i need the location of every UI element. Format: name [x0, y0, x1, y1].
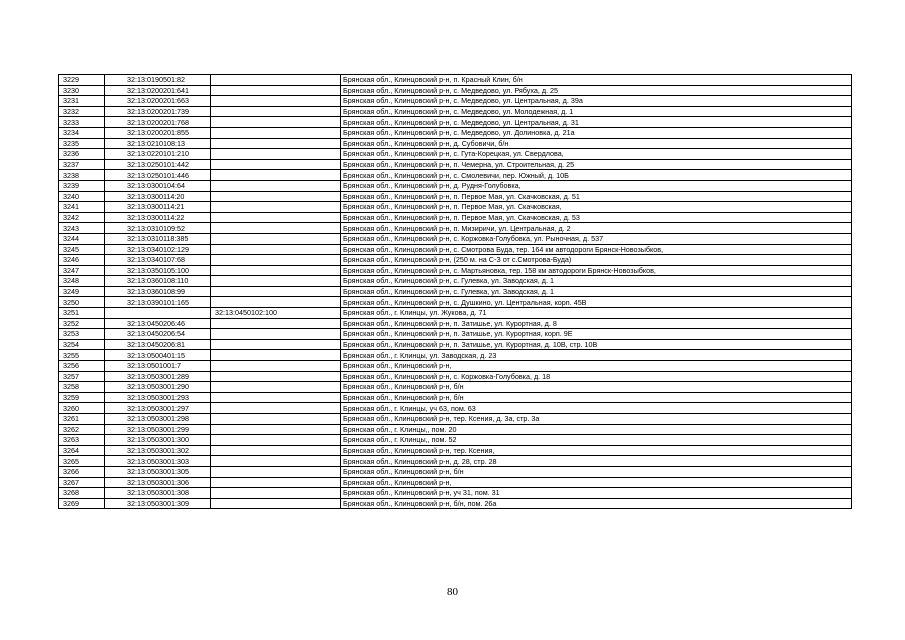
row-number: 3258	[59, 382, 105, 393]
cadastral-number: 32:13:0503001:302	[105, 445, 211, 456]
table-row	[59, 149, 852, 160]
row-number: 3267	[59, 477, 105, 488]
row-number: 3269	[59, 498, 105, 509]
row-number: 3240	[59, 191, 105, 202]
table-row	[59, 435, 852, 446]
address-cell: Брянская обл., Клинцовский р-н, д. Рудня-Голубовка,	[341, 180, 852, 191]
cadastral-number-secondary	[211, 149, 341, 160]
table-row	[59, 350, 852, 361]
cadastral-number: 32:13:0310109:52	[105, 223, 211, 234]
cadastral-number: 32:13:0250101:446	[105, 170, 211, 181]
row-number: 3268	[59, 488, 105, 499]
cadastral-number-secondary	[211, 223, 341, 234]
table-row	[59, 75, 852, 86]
cadastral-number: 32:13:0300114:21	[105, 202, 211, 213]
address-cell: Брянская обл., Клинцовский р-н, п. Первое Мая, ул. Скачковская,	[341, 202, 852, 213]
address-cell: Брянская обл., Клинцовский р-н, б/н, пом. 26а	[341, 498, 852, 509]
table-row	[59, 233, 852, 244]
address-cell: Брянская обл., Клинцовский р-н, п. Красный Клин, б/н	[341, 75, 852, 86]
address-cell: Брянская обл., Клинцовский р-н, д. 28, стр. 28	[341, 456, 852, 467]
table-row	[59, 308, 852, 319]
row-number: 3244	[59, 233, 105, 244]
cadastral-number: 32:13:0503001:300	[105, 435, 211, 446]
row-number: 3255	[59, 350, 105, 361]
document-page	[58, 74, 851, 509]
table-row	[59, 498, 852, 509]
cadastral-number: 32:13:0503001:305	[105, 466, 211, 477]
cadastral-number-secondary	[211, 96, 341, 107]
cadastral-number-secondary	[211, 498, 341, 509]
cadastral-number-secondary	[211, 265, 341, 276]
cadastral-number-secondary	[211, 488, 341, 499]
address-cell: Брянская обл., Клинцовский р-н, с. Медведово, ул. Долиновка, д. 21а	[341, 127, 852, 138]
address-cell: Брянская обл., Клинцовский р-н, б/н	[341, 466, 852, 477]
cadastral-number: 32:13:0500401:15	[105, 350, 211, 361]
address-cell: Брянская обл., Клинцовский р-н, с. Гулевка, ул. Заводская, д. 1	[341, 276, 852, 287]
address-cell: Брянская обл., Клинцовский р-н, с. Гулевка, ул. Заводская, д. 1	[341, 286, 852, 297]
row-number: 3251	[59, 308, 105, 319]
cadastral-number: 32:13:0220101:210	[105, 149, 211, 160]
row-number: 3242	[59, 212, 105, 223]
address-cell: Брянская обл., Клинцовский р-н, с. Смолевичи, пер. Южный, д. 10Б	[341, 170, 852, 181]
registry-table	[58, 74, 852, 509]
row-number: 3243	[59, 223, 105, 234]
cadastral-number: 32:13:0200201:768	[105, 117, 211, 128]
address-cell: Брянская обл., Клинцовский р-н,	[341, 477, 852, 488]
registry-table-body	[59, 75, 852, 509]
cadastral-number-secondary	[211, 435, 341, 446]
row-number: 3264	[59, 445, 105, 456]
cadastral-number-secondary	[211, 159, 341, 170]
address-cell: Брянская обл., Клинцовский р-н, п. Затишье, ул. Курортная, д. 8	[341, 318, 852, 329]
address-cell: Брянская обл., Клинцовский р-н, с. Коржовка-Голубовка, д. 18	[341, 371, 852, 382]
address-cell: Брянская обл., г. Клинцы,, пом. 20	[341, 424, 852, 435]
row-number: 3234	[59, 127, 105, 138]
cadastral-number-secondary	[211, 392, 341, 403]
cadastral-number-secondary: 32:13:0450102:100	[211, 308, 341, 319]
cadastral-number-secondary	[211, 361, 341, 372]
row-number: 3236	[59, 149, 105, 160]
table-row	[59, 85, 852, 96]
cadastral-number: 32:13:0503001:308	[105, 488, 211, 499]
row-number: 3238	[59, 170, 105, 181]
table-row	[59, 202, 852, 213]
table-row	[59, 339, 852, 350]
table-row	[59, 117, 852, 128]
table-row	[59, 445, 852, 456]
address-cell: Брянская обл., г. Клинцы, уч 63, пом. 63	[341, 403, 852, 414]
cadastral-number-secondary	[211, 85, 341, 96]
row-number: 3265	[59, 456, 105, 467]
address-cell: Брянская обл., Клинцовский р-н, с. Душкино, ул. Центральная, корп. 45В	[341, 297, 852, 308]
cadastral-number: 32:13:0503001:290	[105, 382, 211, 393]
row-number: 3249	[59, 286, 105, 297]
cadastral-number-secondary	[211, 350, 341, 361]
table-row	[59, 424, 852, 435]
cadastral-number-secondary	[211, 106, 341, 117]
table-row	[59, 382, 852, 393]
address-cell: Брянская обл., Клинцовский р-н, с. Коржовка-Голубовка, ул. Рыночная, д. 537	[341, 233, 852, 244]
cadastral-number-secondary	[211, 127, 341, 138]
table-row	[59, 286, 852, 297]
row-number: 3231	[59, 96, 105, 107]
cadastral-number: 32:13:0310118:385	[105, 233, 211, 244]
cadastral-number-secondary	[211, 445, 341, 456]
cadastral-number-secondary	[211, 191, 341, 202]
cadastral-number-secondary	[211, 276, 341, 287]
cadastral-number-secondary	[211, 403, 341, 414]
cadastral-number-secondary	[211, 75, 341, 86]
table-row	[59, 318, 852, 329]
row-number: 3256	[59, 361, 105, 372]
row-number: 3232	[59, 106, 105, 117]
table-row	[59, 414, 852, 425]
cadastral-number: 32:13:0450206:54	[105, 329, 211, 340]
row-number: 3254	[59, 339, 105, 350]
table-row	[59, 466, 852, 477]
row-number: 3241	[59, 202, 105, 213]
address-cell: Брянская обл., Клинцовский р-н, п. Затишье, ул. Курортная, корп. 9Е	[341, 329, 852, 340]
cadastral-number-secondary	[211, 456, 341, 467]
table-row	[59, 244, 852, 255]
cadastral-number: 32:13:0200201:641	[105, 85, 211, 96]
cadastral-number: 32:13:0503001:303	[105, 456, 211, 467]
cadastral-number: 32:13:0503001:293	[105, 392, 211, 403]
table-row	[59, 456, 852, 467]
row-number: 3235	[59, 138, 105, 149]
row-number: 3263	[59, 435, 105, 446]
address-cell: Брянская обл., Клинцовский р-н, п. Мизиричи, ул. Центральная, д. 2	[341, 223, 852, 234]
table-row	[59, 191, 852, 202]
table-row	[59, 297, 852, 308]
row-number: 3245	[59, 244, 105, 255]
cadastral-number-secondary	[211, 297, 341, 308]
cadastral-number-secondary	[211, 424, 341, 435]
address-cell: Брянская обл., Клинцовский р-н, с. Смотрова Буда, тер. 164 км автодороги Брянск-Новозыбков,	[341, 244, 852, 255]
table-row	[59, 180, 852, 191]
cadastral-number-secondary	[211, 233, 341, 244]
cadastral-number-secondary	[211, 180, 341, 191]
cadastral-number: 32:13:0390101:165	[105, 297, 211, 308]
table-row	[59, 329, 852, 340]
row-number: 3257	[59, 371, 105, 382]
row-number: 3253	[59, 329, 105, 340]
row-number: 3252	[59, 318, 105, 329]
table-row	[59, 265, 852, 276]
cadastral-number-secondary	[211, 286, 341, 297]
cadastral-number: 32:13:0503001:289	[105, 371, 211, 382]
address-cell: Брянская обл., Клинцовский р-н,	[341, 361, 852, 372]
row-number: 3229	[59, 75, 105, 86]
cadastral-number-secondary	[211, 414, 341, 425]
table-row	[59, 488, 852, 499]
address-cell: Брянская обл., Клинцовский р-н, д. Субовичи, б/н	[341, 138, 852, 149]
cadastral-number: 32:13:0450206:46	[105, 318, 211, 329]
cadastral-number-secondary	[211, 318, 341, 329]
address-cell: Брянская обл., Клинцовский р-н, с. Медведово, ул. Центральная, д. 31	[341, 117, 852, 128]
cadastral-number	[105, 308, 211, 319]
cadastral-number: 32:13:0360108:99	[105, 286, 211, 297]
cadastral-number: 32:13:0300104:64	[105, 180, 211, 191]
cadastral-number-secondary	[211, 382, 341, 393]
table-row	[59, 159, 852, 170]
row-number: 3248	[59, 276, 105, 287]
address-cell: Брянская обл., Клинцовский р-н, с. Медведово, ул. Рябуха, д. 25	[341, 85, 852, 96]
cadastral-number: 32:13:0250101:442	[105, 159, 211, 170]
cadastral-number: 32:13:0340102:129	[105, 244, 211, 255]
row-number: 3259	[59, 392, 105, 403]
cadastral-number: 32:13:0360108:110	[105, 276, 211, 287]
row-number: 3261	[59, 414, 105, 425]
address-cell: Брянская обл., Клинцовский р-н, тер. Ксения,	[341, 445, 852, 456]
row-number: 3233	[59, 117, 105, 128]
address-cell: Брянская обл., г. Клинцы, ул. Жукова, д. 71	[341, 308, 852, 319]
cadastral-number: 32:13:0340107:68	[105, 255, 211, 266]
table-row	[59, 392, 852, 403]
cadastral-number: 32:13:0450206:81	[105, 339, 211, 350]
cadastral-number: 32:13:0350105:100	[105, 265, 211, 276]
table-row	[59, 371, 852, 382]
cadastral-number-secondary	[211, 371, 341, 382]
table-row	[59, 223, 852, 234]
cadastral-number-secondary	[211, 329, 341, 340]
address-cell: Брянская обл., г. Клинцы, ул. Заводская, д. 23	[341, 350, 852, 361]
address-cell: Брянская обл., Клинцовский р-н, с. Медведово, ул. Молодежная, д. 1	[341, 106, 852, 117]
cadastral-number-secondary	[211, 170, 341, 181]
cadastral-number: 32:13:0503001:309	[105, 498, 211, 509]
address-cell: Брянская обл., Клинцовский р-н, с. Медведово, ул. Центральная, д. 39а	[341, 96, 852, 107]
address-cell: Брянская обл., Клинцовский р-н, б/н	[341, 392, 852, 403]
cadastral-number: 32:13:0200201:663	[105, 96, 211, 107]
table-row	[59, 138, 852, 149]
cadastral-number-secondary	[211, 117, 341, 128]
table-row	[59, 212, 852, 223]
table-row	[59, 276, 852, 287]
address-cell: Брянская обл., Клинцовский р-н, с. Гута-Корецкая, ул. Свердлова,	[341, 149, 852, 160]
row-number: 3239	[59, 180, 105, 191]
address-cell: Брянская обл., Клинцовский р-н, (250 м. на С-З от с.Смотрова-Буда)	[341, 255, 852, 266]
table-row	[59, 127, 852, 138]
cadastral-number: 32:13:0503001:306	[105, 477, 211, 488]
address-cell: Брянская обл., Клинцовский р-н, п. Затишье, ул. Курортная, д. 10В, стр. 10В	[341, 339, 852, 350]
table-row	[59, 96, 852, 107]
table-row	[59, 170, 852, 181]
cadastral-number: 32:13:0300114:20	[105, 191, 211, 202]
cadastral-number-secondary	[211, 339, 341, 350]
row-number: 3260	[59, 403, 105, 414]
table-row	[59, 361, 852, 372]
address-cell: Брянская обл., Клинцовский р-н, п. Чемерна, ул. Строительная, д. 25	[341, 159, 852, 170]
row-number: 3246	[59, 255, 105, 266]
cadastral-number: 32:13:0200201:739	[105, 106, 211, 117]
cadastral-number-secondary	[211, 202, 341, 213]
row-number: 3262	[59, 424, 105, 435]
address-cell: Брянская обл., Клинцовский р-н, б/н	[341, 382, 852, 393]
address-cell: Брянская обл., Клинцовский р-н, п. Первое Мая, ул. Скачковская, д. 53	[341, 212, 852, 223]
cadastral-number-secondary	[211, 255, 341, 266]
cadastral-number-secondary	[211, 138, 341, 149]
row-number: 3266	[59, 466, 105, 477]
cadastral-number-secondary	[211, 212, 341, 223]
cadastral-number: 32:13:0200201:855	[105, 127, 211, 138]
address-cell: Брянская обл., Клинцовский р-н, тер. Ксения, д. 3а, стр. 3а	[341, 414, 852, 425]
cadastral-number-secondary	[211, 466, 341, 477]
cadastral-number: 32:13:0210108:13	[105, 138, 211, 149]
row-number: 3230	[59, 85, 105, 96]
cadastral-number-secondary	[211, 244, 341, 255]
page-number: 80	[447, 586, 458, 598]
table-row	[59, 403, 852, 414]
address-cell: Брянская обл., Клинцовский р-н, п. Первое Мая, ул. Скачковская, д. 51	[341, 191, 852, 202]
table-row	[59, 477, 852, 488]
table-row	[59, 255, 852, 266]
row-number: 3247	[59, 265, 105, 276]
cadastral-number: 32:13:0503001:298	[105, 414, 211, 425]
row-number: 3250	[59, 297, 105, 308]
cadastral-number: 32:13:0190501:82	[105, 75, 211, 86]
cadastral-number-secondary	[211, 477, 341, 488]
cadastral-number: 32:13:0503001:297	[105, 403, 211, 414]
address-cell: Брянская обл., Клинцовский р-н, уч 31, пом. 31	[341, 488, 852, 499]
address-cell: Брянская обл., г. Клинцы,, пом. 52	[341, 435, 852, 446]
cadastral-number: 32:13:0503001:299	[105, 424, 211, 435]
cadastral-number: 32:13:0300114:22	[105, 212, 211, 223]
table-row	[59, 106, 852, 117]
cadastral-number: 32:13:0501001:7	[105, 361, 211, 372]
address-cell: Брянская обл., Клинцовский р-н, с. Мартьяновка, тер. 158 км автодороги Брянск-Новозыбков,	[341, 265, 852, 276]
row-number: 3237	[59, 159, 105, 170]
